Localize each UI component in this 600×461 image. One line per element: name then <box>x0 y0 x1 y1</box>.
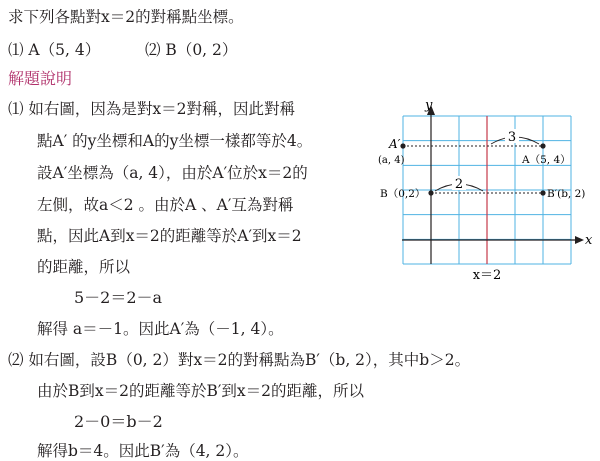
problem-part-2: ⑵ B（0, 2） <box>145 41 238 59</box>
sol1-line-2: 點A′ 的y坐標和A的y坐標一樣都等於4。 <box>37 132 313 150</box>
sol1-line-6: 的距離，所以 <box>37 258 131 276</box>
sol1-line-3: 設A′坐標為（a, 4），由於A′位於x＝2的 <box>37 164 308 182</box>
sol1-result: 解得 a＝－1。因此A′為（－1, 4）。 <box>37 320 284 338</box>
point-b-prime <box>540 190 545 195</box>
label-a-prime: A′ <box>389 137 401 151</box>
sol1-line-1: ⑴ 如右圖，因為是對x＝2對稱，因此對稱 <box>8 100 296 118</box>
distance-label-2: 2 <box>454 177 464 192</box>
y-axis-label: y <box>425 98 433 113</box>
sol2-equation: 2－0＝b－2 <box>74 412 163 431</box>
section-title: 解題說明 <box>8 69 73 88</box>
sol1-equation: 5－2＝2－a <box>74 288 163 307</box>
sol1-line-5: 點，因此A到x＝2的距離等於A′到x＝2 <box>37 227 302 245</box>
problem-part-1: ⑴ A（5, 4） <box>8 41 101 59</box>
problem-text: 求下列各點對x＝2的對稱點坐標。 <box>8 8 244 26</box>
sol2-result: 解得b＝4。因此B′為（4, 2）。 <box>37 442 249 460</box>
sol2-line-2: 由於B到x＝2的距離等於B′到x＝2的距離，所以 <box>37 382 365 400</box>
distance-label-3: 3 <box>507 130 517 145</box>
label-a: A（5, 4） <box>522 154 571 166</box>
point-b <box>428 190 433 195</box>
sol1-line-4: 左側，故a＜2 。由於A 、A′互為對稱 <box>37 196 294 214</box>
point-a <box>540 143 545 148</box>
point-a-prime <box>400 143 405 148</box>
symmetry-line-label: x＝2 <box>472 268 502 283</box>
label-b-prime: B′(b, 2) <box>547 188 586 200</box>
symmetry-figure <box>372 96 596 286</box>
label-a-prime-coord: (a, 4) <box>378 155 405 166</box>
x-axis-label: x <box>585 233 593 248</box>
sol2-line-1: ⑵ 如右圖，設B（0, 2）對x＝2的對稱點為B′（b, 2），其中b＞2。 <box>8 351 471 369</box>
x-axis-arrow <box>575 236 584 244</box>
label-b: B（0,2） <box>380 188 426 200</box>
